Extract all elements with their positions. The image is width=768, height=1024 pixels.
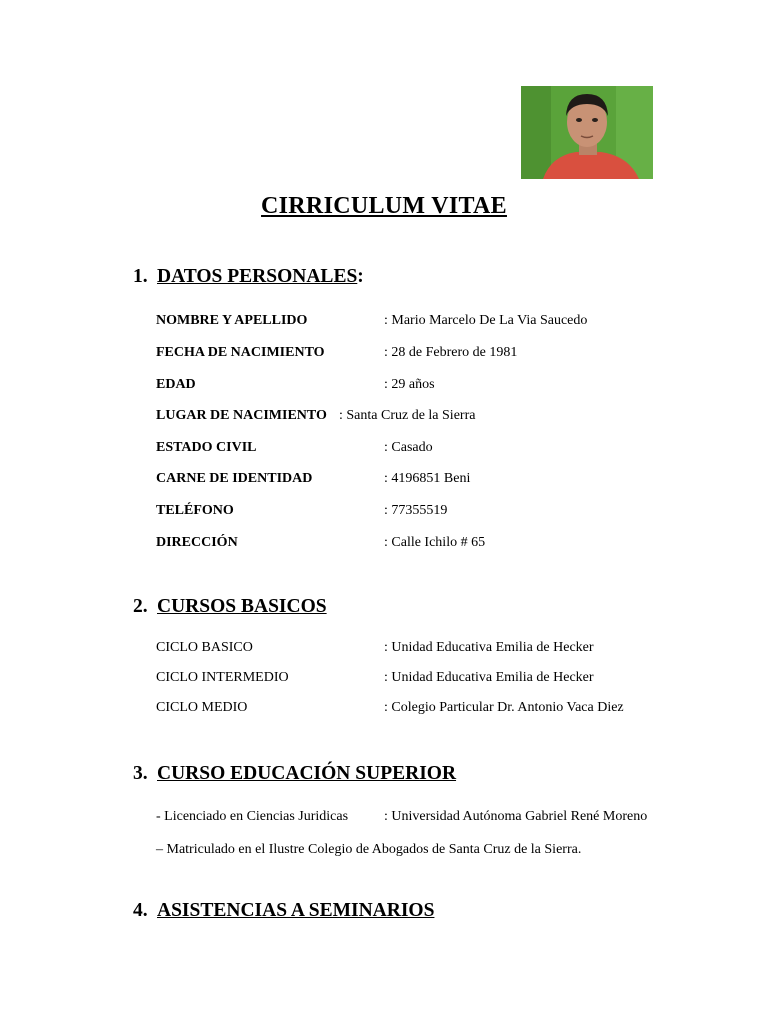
field-label: DIRECCIÓN bbox=[156, 535, 238, 550]
section-heading-seminars bbox=[133, 900, 434, 922]
field-value: : Calle Ichilo # 65 bbox=[384, 535, 486, 550]
field-value: : Casado bbox=[384, 440, 433, 455]
field-value: : Universidad Autónoma Gabriel René Moreno bbox=[384, 809, 648, 824]
field-value: : 77355519 bbox=[384, 503, 448, 518]
field-label: CICLO MEDIO bbox=[156, 700, 248, 715]
section-title: CURSOS BASICOS bbox=[157, 596, 327, 617]
field-label: - Licenciado en Ciencias Juridicas bbox=[156, 809, 349, 824]
field-label: CARNE DE IDENTIDAD bbox=[156, 471, 313, 486]
portrait-photo-icon bbox=[521, 86, 653, 179]
field-label: TELÉFONO bbox=[156, 503, 234, 518]
section-heading-higher-education bbox=[133, 763, 456, 785]
section-suffix: : bbox=[357, 266, 364, 287]
section-title: CURSO EDUCACIÓN SUPERIOR bbox=[157, 763, 457, 784]
section-number: 1. bbox=[133, 266, 148, 287]
field-label: – Matriculado en el Ilustre Colegio de Abogados de Santa Cruz de la Sierra. bbox=[156, 842, 582, 857]
section-number: 2. bbox=[133, 596, 148, 617]
profile-photo bbox=[521, 86, 653, 179]
field-value: : Mario Marcelo De La Via Saucedo bbox=[384, 313, 588, 328]
field-label: FECHA DE NACIMIENTO bbox=[156, 345, 325, 360]
section-title: ASISTENCIAS A SEMINARIOS bbox=[157, 900, 435, 921]
section-heading-basic-courses bbox=[133, 596, 327, 618]
field-label: CICLO BASICO bbox=[156, 640, 253, 655]
section-number: 4. bbox=[133, 900, 148, 921]
field-label: CICLO INTERMEDIO bbox=[156, 670, 289, 685]
field-value: : Unidad Educativa Emilia de Hecker bbox=[384, 670, 594, 685]
field-label: ESTADO CIVIL bbox=[156, 440, 257, 455]
document-title: CIRRICULUM VITAE bbox=[261, 193, 507, 219]
field-value: : 28 de Febrero de 1981 bbox=[384, 345, 518, 360]
field-label: NOMBRE Y APELLIDO bbox=[156, 313, 308, 328]
section-title: DATOS PERSONALES bbox=[157, 266, 358, 287]
field-value: : Unidad Educativa Emilia de Hecker bbox=[384, 640, 594, 655]
field-value: : Santa Cruz de la Sierra bbox=[339, 408, 476, 423]
section-number: 3. bbox=[133, 763, 148, 784]
field-value: : 29 años bbox=[384, 377, 435, 392]
section-heading-personal bbox=[133, 266, 364, 288]
field-label: LUGAR DE NACIMIENTO bbox=[156, 408, 327, 423]
field-value: : 4196851 Beni bbox=[384, 471, 471, 486]
field-label: EDAD bbox=[156, 377, 196, 392]
field-value: : Colegio Particular Dr. Antonio Vaca Diez bbox=[384, 700, 624, 715]
